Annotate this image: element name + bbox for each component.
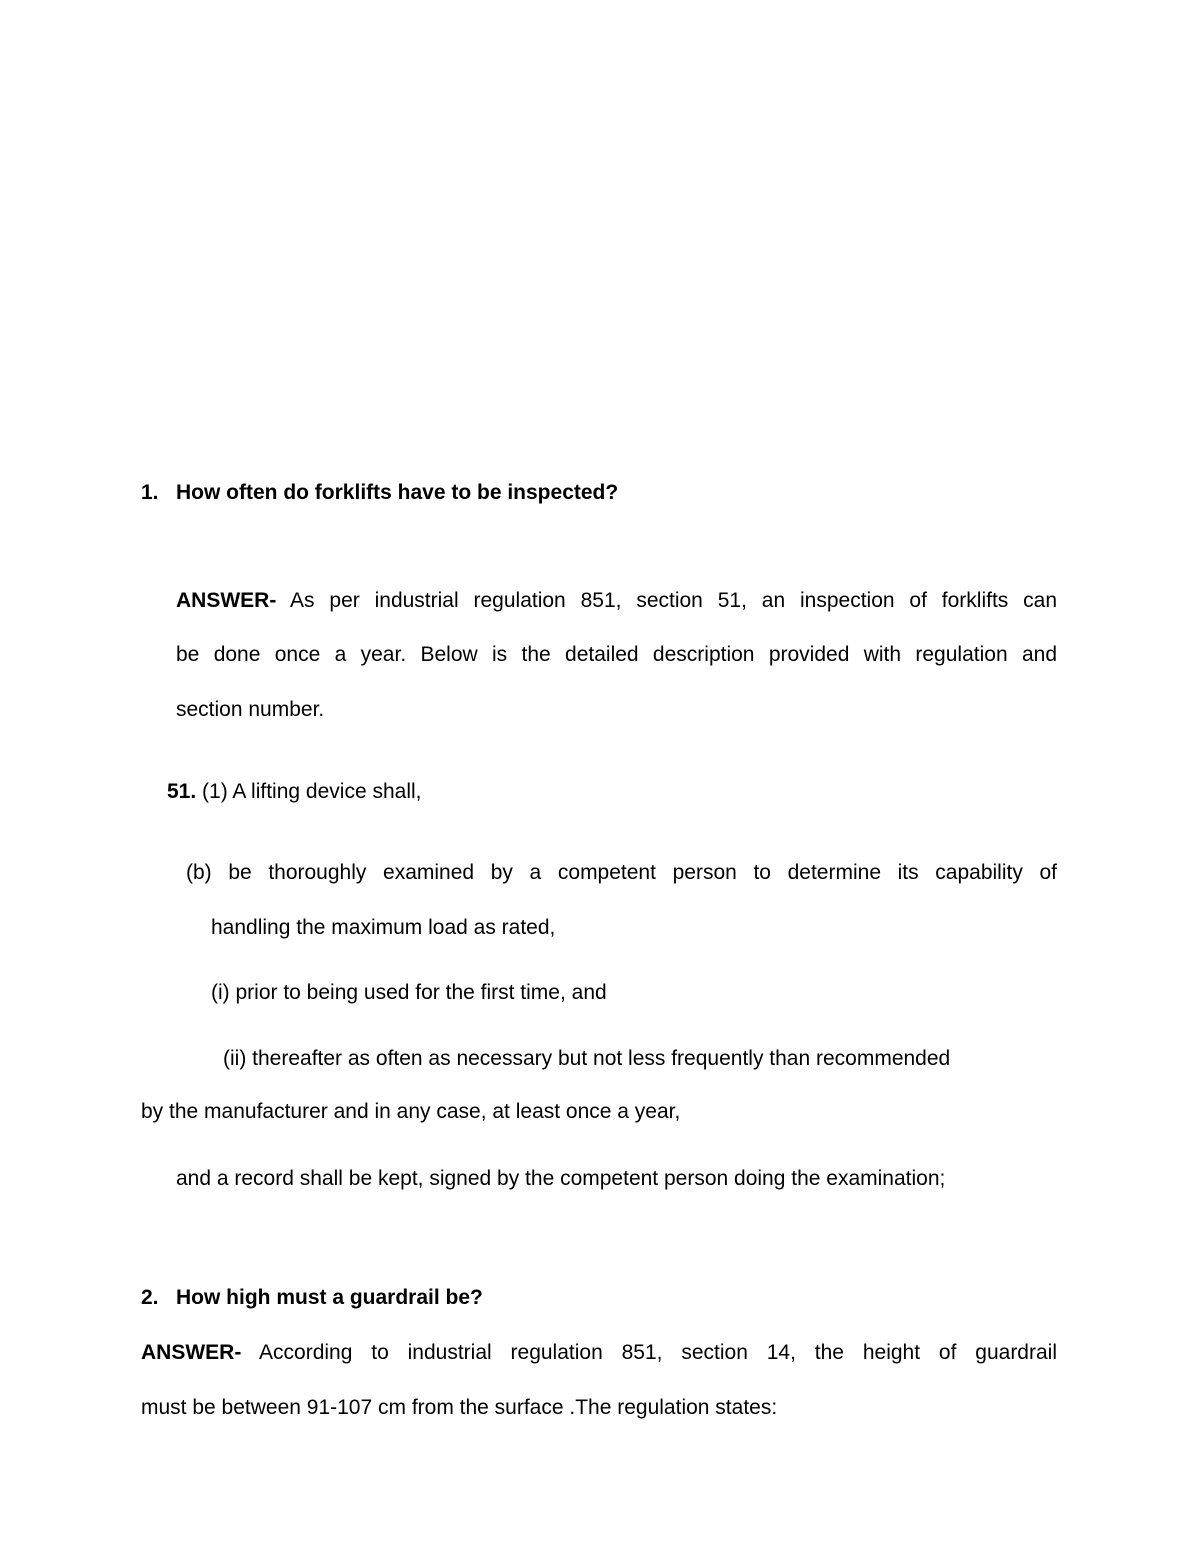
regulation-51-number: 51.	[167, 780, 197, 803]
answer-1-text-1: As per industrial regulation 851, section 51, an inspection of forklifts can	[276, 589, 1057, 612]
question-2-number: 2.	[141, 1286, 159, 1309]
regulation-clause-ii-line-2: by the manufacturer and in any case, at least once a year,	[141, 1100, 681, 1123]
question-2-heading: How high must a guardrail be?	[176, 1286, 483, 1309]
answer-1-line-2: be done once a year. Below is the detailed description provided with regulation and	[176, 643, 1057, 666]
answer-2-label: ANSWER-	[141, 1341, 242, 1364]
answer-1-line-3: section number.	[176, 698, 325, 721]
regulation-clause-ii-line-1: (ii) thereafter as often as necessary but not less frequently than recommended	[223, 1047, 951, 1070]
answer-2-line-2: must be between 91-107 cm from the surface .The regulation states:	[141, 1396, 778, 1419]
answer-2-line-1	[141, 1340, 1057, 1366]
answer-2-text-1: According to industrial regulation 851, section 14, the height of guardrail	[241, 1341, 1057, 1364]
answer-1-label: ANSWER-	[176, 589, 277, 612]
question-1-heading: How often do forklifts have to be inspected?	[176, 481, 619, 504]
question-1-number: 1.	[141, 481, 159, 504]
regulation-clause-i: (i) prior to being used for the first time, and	[211, 981, 607, 1004]
regulation-clause-b-line-1: (b) be thoroughly examined by a competent person to determine its capability of	[186, 861, 1057, 884]
regulation-51-intro-text: (1) A lifting device shall,	[196, 780, 422, 803]
answer-1-line-1	[176, 588, 1057, 614]
regulation-clause-b-line-2: handling the maximum load as rated,	[211, 916, 556, 939]
regulation-record-clause: and a record shall be kept, signed by the competent person doing the examination;	[176, 1167, 946, 1190]
regulation-51-intro	[167, 779, 421, 805]
